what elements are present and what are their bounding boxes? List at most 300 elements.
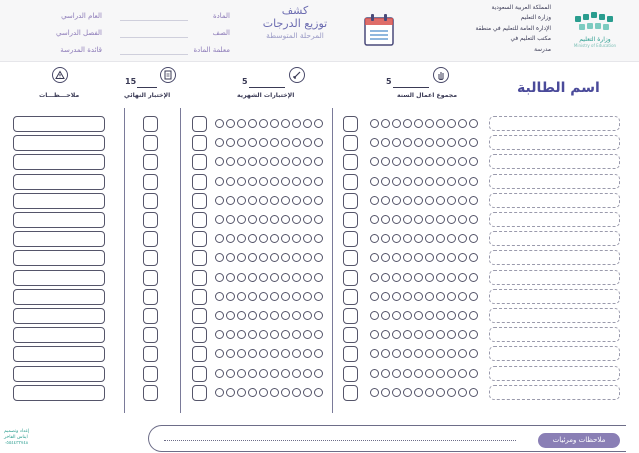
monthly-test-circle[interactable] xyxy=(237,349,246,358)
year-work-total-box[interactable] xyxy=(343,289,358,305)
year-work-circle[interactable] xyxy=(414,177,423,186)
monthly-test-circle[interactable] xyxy=(303,273,312,282)
monthly-test-circle[interactable] xyxy=(259,253,268,262)
year-work-circle[interactable] xyxy=(414,234,423,243)
year-work-total-box[interactable] xyxy=(343,212,358,228)
monthly-test-circle[interactable] xyxy=(237,157,246,166)
monthly-test-circle[interactable] xyxy=(303,234,312,243)
monthly-test-circle[interactable] xyxy=(237,369,246,378)
monthly-test-circle[interactable] xyxy=(237,138,246,147)
year-work-circle[interactable] xyxy=(425,119,434,128)
monthly-test-circle[interactable] xyxy=(314,292,323,301)
monthly-test-circle[interactable] xyxy=(314,234,323,243)
year-work-circle[interactable] xyxy=(447,330,456,339)
year-work-circle[interactable] xyxy=(425,177,434,186)
monthly-test-circle[interactable] xyxy=(314,119,323,128)
year-work-circle[interactable] xyxy=(370,177,379,186)
year-work-circle[interactable] xyxy=(469,215,478,224)
final-exam-box[interactable] xyxy=(143,270,158,286)
year-work-circle[interactable] xyxy=(414,119,423,128)
year-work-circle[interactable] xyxy=(436,330,445,339)
year-work-circle[interactable] xyxy=(403,138,412,147)
year-work-circle[interactable] xyxy=(403,311,412,320)
monthly-test-circle[interactable] xyxy=(226,311,235,320)
monthly-test-circle[interactable] xyxy=(226,196,235,205)
year-work-circle[interactable] xyxy=(370,119,379,128)
monthly-test-circle[interactable] xyxy=(270,388,279,397)
year-work-circle[interactable] xyxy=(425,253,434,262)
monthly-test-circle[interactable] xyxy=(259,119,268,128)
year-work-circle[interactable] xyxy=(370,330,379,339)
notes-field[interactable] xyxy=(13,385,105,401)
monthly-test-circle[interactable] xyxy=(292,369,301,378)
monthly-tests-total-box[interactable] xyxy=(192,327,207,343)
monthly-test-circle[interactable] xyxy=(314,369,323,378)
monthly-test-circle[interactable] xyxy=(248,330,257,339)
year-work-circle[interactable] xyxy=(469,330,478,339)
year-work-circle[interactable] xyxy=(436,369,445,378)
monthly-test-circle[interactable] xyxy=(215,369,224,378)
year-work-circle[interactable] xyxy=(447,177,456,186)
year-work-circle[interactable] xyxy=(469,273,478,282)
year-work-circle[interactable] xyxy=(469,369,478,378)
monthly-test-circle[interactable] xyxy=(237,234,246,243)
monthly-test-circle[interactable] xyxy=(226,215,235,224)
year-work-circle[interactable] xyxy=(403,273,412,282)
year-work-circle[interactable] xyxy=(414,215,423,224)
year-work-circle[interactable] xyxy=(381,234,390,243)
monthly-test-circle[interactable] xyxy=(248,388,257,397)
notes-field[interactable] xyxy=(13,231,105,247)
monthly-tests-total-box[interactable] xyxy=(192,231,207,247)
year-work-circle[interactable] xyxy=(458,273,467,282)
year-work-circle[interactable] xyxy=(447,215,456,224)
student-name-field[interactable] xyxy=(489,270,620,285)
monthly-test-circle[interactable] xyxy=(292,330,301,339)
student-name-field[interactable] xyxy=(489,116,620,131)
monthly-test-circle[interactable] xyxy=(259,196,268,205)
monthly-test-circle[interactable] xyxy=(281,177,290,186)
year-work-circle[interactable] xyxy=(370,253,379,262)
year-work-circle[interactable] xyxy=(469,388,478,397)
monthly-tests-total-box[interactable] xyxy=(192,289,207,305)
year-work-circle[interactable] xyxy=(392,119,401,128)
year-work-circle[interactable] xyxy=(370,196,379,205)
monthly-test-circle[interactable] xyxy=(259,273,268,282)
monthly-test-circle[interactable] xyxy=(303,119,312,128)
monthly-test-circle[interactable] xyxy=(237,119,246,128)
year-work-circle[interactable] xyxy=(403,119,412,128)
monthly-test-circle[interactable] xyxy=(281,388,290,397)
monthly-test-circle[interactable] xyxy=(292,157,301,166)
year-work-circle[interactable] xyxy=(469,196,478,205)
year-work-circle[interactable] xyxy=(447,292,456,301)
monthly-test-circle[interactable] xyxy=(270,253,279,262)
notes-field[interactable] xyxy=(13,327,105,343)
year-work-total-box[interactable] xyxy=(343,154,358,170)
monthly-test-circle[interactable] xyxy=(281,349,290,358)
student-name-field[interactable] xyxy=(489,346,620,361)
monthly-test-circle[interactable] xyxy=(215,119,224,128)
year-work-circle[interactable] xyxy=(370,388,379,397)
monthly-test-circle[interactable] xyxy=(281,234,290,243)
year-work-total-box[interactable] xyxy=(343,346,358,362)
monthly-test-circle[interactable] xyxy=(314,388,323,397)
monthly-tests-total-box[interactable] xyxy=(192,308,207,324)
year-work-circle[interactable] xyxy=(469,292,478,301)
monthly-test-circle[interactable] xyxy=(303,196,312,205)
monthly-test-circle[interactable] xyxy=(259,369,268,378)
monthly-test-circle[interactable] xyxy=(248,157,257,166)
year-work-circle[interactable] xyxy=(436,215,445,224)
year-work-circle[interactable] xyxy=(447,196,456,205)
year-work-circle[interactable] xyxy=(414,292,423,301)
year-work-circle[interactable] xyxy=(436,349,445,358)
monthly-tests-total-box[interactable] xyxy=(192,270,207,286)
year-work-circle[interactable] xyxy=(392,234,401,243)
monthly-test-circle[interactable] xyxy=(226,234,235,243)
year-work-circle[interactable] xyxy=(414,253,423,262)
year-work-circle[interactable] xyxy=(403,234,412,243)
monthly-test-circle[interactable] xyxy=(270,215,279,224)
monthly-test-circle[interactable] xyxy=(270,292,279,301)
year-work-circle[interactable] xyxy=(425,138,434,147)
notes-field[interactable] xyxy=(13,346,105,362)
final-exam-box[interactable] xyxy=(143,116,158,132)
monthly-test-circle[interactable] xyxy=(259,157,268,166)
monthly-test-circle[interactable] xyxy=(281,138,290,147)
monthly-test-circle[interactable] xyxy=(270,311,279,320)
monthly-test-circle[interactable] xyxy=(281,196,290,205)
monthly-test-circle[interactable] xyxy=(292,311,301,320)
monthly-test-circle[interactable] xyxy=(303,138,312,147)
monthly-test-circle[interactable] xyxy=(292,234,301,243)
monthly-test-circle[interactable] xyxy=(215,349,224,358)
monthly-test-circle[interactable] xyxy=(226,273,235,282)
monthly-test-circle[interactable] xyxy=(314,215,323,224)
year-work-circle[interactable] xyxy=(370,215,379,224)
year-work-circle[interactable] xyxy=(414,369,423,378)
monthly-test-circle[interactable] xyxy=(292,349,301,358)
year-work-circle[interactable] xyxy=(381,177,390,186)
monthly-test-circle[interactable] xyxy=(226,369,235,378)
year-work-circle[interactable] xyxy=(392,388,401,397)
year-work-circle[interactable] xyxy=(414,349,423,358)
year-work-circle[interactable] xyxy=(403,177,412,186)
monthly-test-circle[interactable] xyxy=(215,138,224,147)
monthly-test-circle[interactable] xyxy=(303,388,312,397)
year-work-total-box[interactable] xyxy=(343,270,358,286)
year-work-total-box[interactable] xyxy=(343,231,358,247)
year-work-circle[interactable] xyxy=(458,215,467,224)
year-work-circle[interactable] xyxy=(458,292,467,301)
year-work-circle[interactable] xyxy=(436,311,445,320)
year-work-circle[interactable] xyxy=(414,311,423,320)
year-work-circle[interactable] xyxy=(370,311,379,320)
monthly-test-circle[interactable] xyxy=(237,273,246,282)
year-work-circle[interactable] xyxy=(403,388,412,397)
year-work-circle[interactable] xyxy=(469,311,478,320)
monthly-test-circle[interactable] xyxy=(292,388,301,397)
year-work-circle[interactable] xyxy=(458,138,467,147)
year-work-circle[interactable] xyxy=(381,119,390,128)
monthly-test-circle[interactable] xyxy=(281,369,290,378)
year-work-circle[interactable] xyxy=(436,138,445,147)
monthly-test-circle[interactable] xyxy=(237,177,246,186)
student-name-field[interactable] xyxy=(489,174,620,189)
year-work-circle[interactable] xyxy=(436,119,445,128)
monthly-test-circle[interactable] xyxy=(281,273,290,282)
year-work-circle[interactable] xyxy=(381,273,390,282)
year-work-circle[interactable] xyxy=(425,273,434,282)
student-name-field[interactable] xyxy=(489,308,620,323)
final-exam-box[interactable] xyxy=(143,212,158,228)
monthly-test-circle[interactable] xyxy=(303,157,312,166)
monthly-test-circle[interactable] xyxy=(292,138,301,147)
monthly-test-circle[interactable] xyxy=(292,292,301,301)
monthly-test-circle[interactable] xyxy=(215,157,224,166)
monthly-test-circle[interactable] xyxy=(226,292,235,301)
year-work-circle[interactable] xyxy=(458,349,467,358)
year-work-circle[interactable] xyxy=(403,369,412,378)
notes-field[interactable] xyxy=(13,193,105,209)
year-work-circle[interactable] xyxy=(469,349,478,358)
monthly-tests-total-box[interactable] xyxy=(192,366,207,382)
monthly-test-circle[interactable] xyxy=(226,253,235,262)
year-work-circle[interactable] xyxy=(381,292,390,301)
student-name-field[interactable] xyxy=(489,231,620,246)
year-work-total-box[interactable] xyxy=(343,174,358,190)
student-name-field[interactable] xyxy=(489,212,620,227)
monthly-test-circle[interactable] xyxy=(248,349,257,358)
year-work-circle[interactable] xyxy=(392,196,401,205)
year-work-circle[interactable] xyxy=(381,330,390,339)
notes-field[interactable] xyxy=(13,116,105,132)
monthly-test-circle[interactable] xyxy=(259,292,268,301)
year-work-total-box[interactable] xyxy=(343,308,358,324)
monthly-test-circle[interactable] xyxy=(303,292,312,301)
year-work-circle[interactable] xyxy=(458,157,467,166)
monthly-test-circle[interactable] xyxy=(270,273,279,282)
final-exam-box[interactable] xyxy=(143,308,158,324)
monthly-test-circle[interactable] xyxy=(259,311,268,320)
monthly-test-circle[interactable] xyxy=(215,234,224,243)
year-work-circle[interactable] xyxy=(458,234,467,243)
monthly-test-circle[interactable] xyxy=(248,196,257,205)
monthly-test-circle[interactable] xyxy=(303,253,312,262)
year-work-circle[interactable] xyxy=(469,234,478,243)
monthly-test-circle[interactable] xyxy=(248,177,257,186)
year-work-circle[interactable] xyxy=(447,388,456,397)
year-work-circle[interactable] xyxy=(392,138,401,147)
student-name-field[interactable] xyxy=(489,193,620,208)
monthly-test-circle[interactable] xyxy=(248,119,257,128)
year-work-circle[interactable] xyxy=(447,349,456,358)
year-work-total-box[interactable] xyxy=(343,327,358,343)
monthly-test-circle[interactable] xyxy=(314,330,323,339)
monthly-test-circle[interactable] xyxy=(248,292,257,301)
monthly-test-circle[interactable] xyxy=(292,215,301,224)
monthly-test-circle[interactable] xyxy=(270,349,279,358)
monthly-test-circle[interactable] xyxy=(281,119,290,128)
monthly-tests-total-box[interactable] xyxy=(192,116,207,132)
year-work-circle[interactable] xyxy=(370,273,379,282)
monthly-test-circle[interactable] xyxy=(248,369,257,378)
year-work-circle[interactable] xyxy=(458,177,467,186)
year-work-circle[interactable] xyxy=(414,273,423,282)
monthly-test-circle[interactable] xyxy=(259,215,268,224)
monthly-test-circle[interactable] xyxy=(215,196,224,205)
student-name-field[interactable] xyxy=(489,250,620,265)
monthly-test-circle[interactable] xyxy=(226,388,235,397)
monthly-test-circle[interactable] xyxy=(314,196,323,205)
year-work-circle[interactable] xyxy=(414,388,423,397)
monthly-test-circle[interactable] xyxy=(314,177,323,186)
monthly-test-circle[interactable] xyxy=(270,196,279,205)
year-work-circle[interactable] xyxy=(458,369,467,378)
monthly-tests-total-box[interactable] xyxy=(192,385,207,401)
monthly-test-circle[interactable] xyxy=(237,215,246,224)
year-work-circle[interactable] xyxy=(425,388,434,397)
monthly-test-circle[interactable] xyxy=(259,138,268,147)
notes-field[interactable] xyxy=(13,250,105,266)
monthly-test-circle[interactable] xyxy=(314,273,323,282)
monthly-test-circle[interactable] xyxy=(248,253,257,262)
monthly-test-circle[interactable] xyxy=(303,311,312,320)
final-exam-box[interactable] xyxy=(143,193,158,209)
year-work-circle[interactable] xyxy=(458,196,467,205)
monthly-test-circle[interactable] xyxy=(215,330,224,339)
year-work-circle[interactable] xyxy=(447,119,456,128)
year-work-circle[interactable] xyxy=(392,369,401,378)
student-name-field[interactable] xyxy=(489,327,620,342)
monthly-test-circle[interactable] xyxy=(226,349,235,358)
monthly-test-circle[interactable] xyxy=(215,215,224,224)
final-exam-box[interactable] xyxy=(143,154,158,170)
year-work-circle[interactable] xyxy=(392,330,401,339)
monthly-test-circle[interactable] xyxy=(303,369,312,378)
year-work-circle[interactable] xyxy=(469,177,478,186)
year-work-total-box[interactable] xyxy=(343,135,358,151)
monthly-test-circle[interactable] xyxy=(226,177,235,186)
year-work-circle[interactable] xyxy=(403,215,412,224)
monthly-tests-total-box[interactable] xyxy=(192,154,207,170)
year-work-circle[interactable] xyxy=(447,234,456,243)
monthly-test-circle[interactable] xyxy=(270,330,279,339)
monthly-test-circle[interactable] xyxy=(248,311,257,320)
year-work-circle[interactable] xyxy=(469,138,478,147)
monthly-test-circle[interactable] xyxy=(281,215,290,224)
final-exam-box[interactable] xyxy=(143,135,158,151)
year-work-circle[interactable] xyxy=(436,177,445,186)
notes-field[interactable] xyxy=(13,135,105,151)
final-exam-box[interactable] xyxy=(143,174,158,190)
year-work-circle[interactable] xyxy=(370,234,379,243)
monthly-test-circle[interactable] xyxy=(303,349,312,358)
monthly-test-circle[interactable] xyxy=(215,388,224,397)
year-work-circle[interactable] xyxy=(425,349,434,358)
year-work-circle[interactable] xyxy=(392,253,401,262)
final-exam-box[interactable] xyxy=(143,366,158,382)
year-work-total-box[interactable] xyxy=(343,366,358,382)
year-work-circle[interactable] xyxy=(370,349,379,358)
monthly-test-circle[interactable] xyxy=(292,196,301,205)
year-work-circle[interactable] xyxy=(458,119,467,128)
monthly-test-circle[interactable] xyxy=(270,369,279,378)
monthly-test-circle[interactable] xyxy=(226,138,235,147)
year-work-circle[interactable] xyxy=(403,157,412,166)
year-work-circle[interactable] xyxy=(447,253,456,262)
monthly-test-circle[interactable] xyxy=(303,215,312,224)
monthly-test-circle[interactable] xyxy=(281,292,290,301)
monthly-test-circle[interactable] xyxy=(292,253,301,262)
monthly-test-circle[interactable] xyxy=(259,177,268,186)
monthly-test-circle[interactable] xyxy=(248,138,257,147)
monthly-test-circle[interactable] xyxy=(303,177,312,186)
year-work-circle[interactable] xyxy=(392,273,401,282)
monthly-tests-total-box[interactable] xyxy=(192,193,207,209)
monthly-test-circle[interactable] xyxy=(270,177,279,186)
year-work-circle[interactable] xyxy=(381,196,390,205)
monthly-test-circle[interactable] xyxy=(281,253,290,262)
year-work-circle[interactable] xyxy=(414,196,423,205)
year-work-circle[interactable] xyxy=(436,292,445,301)
year-work-circle[interactable] xyxy=(392,292,401,301)
year-work-circle[interactable] xyxy=(469,253,478,262)
year-work-circle[interactable] xyxy=(436,253,445,262)
year-work-circle[interactable] xyxy=(381,253,390,262)
monthly-test-circle[interactable] xyxy=(259,349,268,358)
monthly-tests-total-box[interactable] xyxy=(192,346,207,362)
notes-field[interactable] xyxy=(13,270,105,286)
year-work-circle[interactable] xyxy=(403,330,412,339)
monthly-test-circle[interactable] xyxy=(259,330,268,339)
monthly-test-circle[interactable] xyxy=(215,253,224,262)
year-work-circle[interactable] xyxy=(381,215,390,224)
monthly-test-circle[interactable] xyxy=(270,138,279,147)
monthly-test-circle[interactable] xyxy=(248,215,257,224)
monthly-test-circle[interactable] xyxy=(281,311,290,320)
year-work-circle[interactable] xyxy=(436,157,445,166)
final-exam-box[interactable] xyxy=(143,250,158,266)
monthly-test-circle[interactable] xyxy=(314,311,323,320)
monthly-test-circle[interactable] xyxy=(281,330,290,339)
monthly-test-circle[interactable] xyxy=(259,234,268,243)
year-work-circle[interactable] xyxy=(436,388,445,397)
year-work-circle[interactable] xyxy=(425,369,434,378)
year-work-circle[interactable] xyxy=(425,311,434,320)
monthly-test-circle[interactable] xyxy=(226,119,235,128)
student-name-field[interactable] xyxy=(489,135,620,150)
monthly-test-circle[interactable] xyxy=(215,292,224,301)
year-work-circle[interactable] xyxy=(392,349,401,358)
year-work-circle[interactable] xyxy=(403,253,412,262)
year-work-circle[interactable] xyxy=(370,138,379,147)
monthly-test-circle[interactable] xyxy=(237,253,246,262)
monthly-test-circle[interactable] xyxy=(237,292,246,301)
year-work-circle[interactable] xyxy=(436,196,445,205)
year-work-circle[interactable] xyxy=(392,177,401,186)
year-work-circle[interactable] xyxy=(447,273,456,282)
monthly-test-circle[interactable] xyxy=(270,234,279,243)
year-work-circle[interactable] xyxy=(447,369,456,378)
year-work-circle[interactable] xyxy=(381,369,390,378)
year-work-circle[interactable] xyxy=(414,138,423,147)
monthly-tests-total-box[interactable] xyxy=(192,135,207,151)
monthly-test-circle[interactable] xyxy=(248,234,257,243)
monthly-test-circle[interactable] xyxy=(259,388,268,397)
year-work-circle[interactable] xyxy=(381,311,390,320)
